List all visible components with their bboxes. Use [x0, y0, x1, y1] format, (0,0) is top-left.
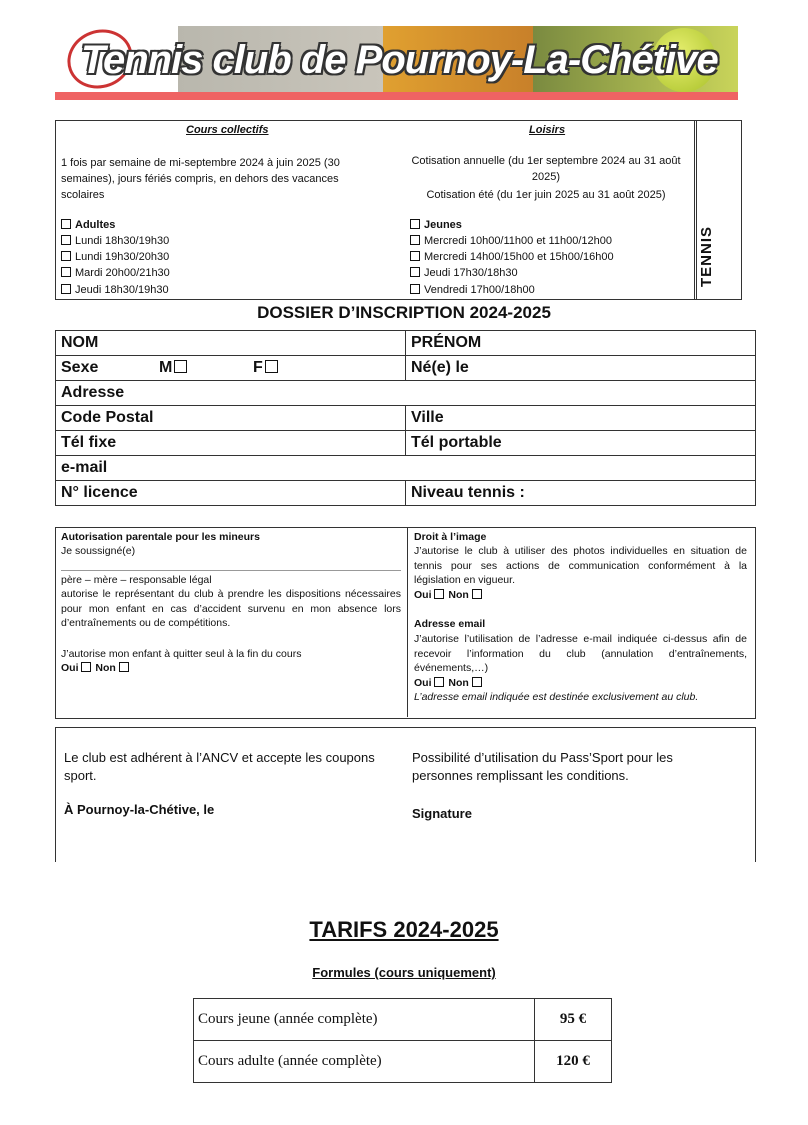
ancv-text: Le club est adhérent à l’ANCV et accepte les coupons sport. — [64, 750, 375, 783]
checkbox[interactable] — [61, 251, 71, 261]
signature-line[interactable] — [61, 570, 401, 571]
price-amount: 120 € — [535, 1041, 612, 1083]
cotisation-ete: Cotisation été (du 1er juin 2025 au 31 août 2025) — [426, 189, 666, 201]
image-right-text: J’autorise le club à utiliser des photos individuelles en situation de tennis pour ses actions de communication conformément à la législation en vigueur. — [414, 545, 747, 587]
email-block-note: L’adresse email indiquée est destinée exclusivement au club. — [414, 691, 699, 703]
parental-choice: Oui Non — [61, 661, 133, 676]
email-field[interactable]: e-mail — [61, 459, 108, 476]
image-right-choice: Oui Non — [414, 588, 486, 603]
checkbox[interactable] — [434, 589, 444, 599]
checkbox[interactable] — [434, 677, 444, 687]
banner-title: Tennis club de Pournoy-La-Chétive — [81, 38, 718, 82]
tarifs-subtitle: Formules (cours uniquement) — [312, 965, 496, 980]
cours-slot: Lundi 19h30/20h30 — [61, 249, 169, 265]
cours-slot: Mardi 20h00/21h30 — [61, 265, 170, 281]
checkbox[interactable] — [410, 235, 420, 245]
loisirs-heading: Loisirs — [529, 124, 566, 136]
table-row — [194, 999, 612, 1041]
checkbox[interactable] — [61, 219, 71, 229]
checkbox[interactable] — [61, 235, 71, 245]
email-block-title: Adresse email — [414, 618, 486, 630]
loisirs-slot: Jeudi 17h30/18h30 — [410, 265, 518, 281]
price-table — [193, 998, 612, 1083]
passsport-text: Possibilité d’utilisation du Pass’Sport pour les personnes remplissant les conditions. — [412, 750, 673, 783]
loisirs-slot: Mercredi 14h00/15h00 et 15h00/16h00 — [410, 249, 614, 265]
code-postal-field[interactable]: Code Postal — [61, 409, 154, 426]
parental-text: autorise le représentant du club à prendre les dispositions nécessaires pour mon enfant en cas d’accident survenu en mon absence lors d’entraînements ou de compétitions. — [61, 588, 401, 630]
tarifs-title: TARIFS 2024-2025 — [309, 917, 499, 942]
birthdate-field[interactable]: Né(e) le — [411, 359, 469, 376]
loisirs-slot: Vendredi 17h00/18h00 — [410, 282, 535, 298]
checkbox[interactable] — [472, 589, 482, 599]
checkbox[interactable] — [410, 267, 420, 277]
nom-field[interactable]: NOM — [61, 334, 99, 351]
table-row — [194, 1041, 612, 1083]
cours-heading: Cours collectifs — [186, 124, 269, 136]
cours-group: Adultes — [61, 217, 115, 233]
checkbox[interactable] — [472, 677, 482, 687]
adresse-field[interactable]: Adresse — [61, 384, 125, 401]
email-block-text: J’autorise l’utilisation de l’adresse e-mail indiquée ci-dessus afin de recevoir l’information du club (annulation d’entraînements, événements,…) — [414, 633, 747, 675]
side-label: TENNIS — [698, 225, 716, 288]
checkbox[interactable] — [410, 219, 420, 229]
cours-slot: Lundi 18h30/19h30 — [61, 233, 169, 249]
niveau-field[interactable]: Niveau tennis : — [411, 484, 525, 501]
checkbox[interactable] — [174, 360, 187, 373]
image-right-title: Droit à l’image — [414, 531, 487, 543]
price-label: Cours jeune (année complète) — [194, 999, 535, 1041]
parental-quitter: J’autorise mon enfant à quitter seul à la fin du cours — [61, 648, 302, 660]
licence-field[interactable]: N° licence — [61, 484, 138, 501]
lieu-date[interactable]: À Pournoy-la-Chétive, le — [64, 802, 215, 817]
checkbox[interactable] — [410, 284, 420, 294]
footer-box — [55, 727, 756, 862]
club-banner — [55, 26, 738, 100]
divider — [407, 527, 408, 717]
price-amount: 95 € — [535, 999, 612, 1041]
form-row — [55, 405, 756, 430]
form-row — [55, 480, 756, 506]
checkbox[interactable] — [81, 662, 91, 672]
loisirs-slot: Mercredi 10h00/11h00 et 11h00/12h00 — [410, 233, 612, 249]
cours-slot: Jeudi 18h30/19h30 — [61, 282, 169, 298]
cours-description: 1 fois par semaine de mi-septembre 2024 à juin 2025 (30 semaines), jours fériés compris, en dehors des vacances scolaires — [61, 157, 340, 201]
sexe-m-option[interactable]: M — [154, 356, 191, 380]
cotisation-annuelle: Cotisation annuelle (du 1er septembre 2024 au 31 août 2025) — [411, 155, 681, 183]
ville-field[interactable]: Ville — [411, 409, 444, 426]
tel-portable-field[interactable]: Tél portable — [411, 434, 502, 451]
price-label: Cours adulte (année complète) — [194, 1041, 535, 1083]
sexe-label: Sexe — [61, 359, 99, 376]
checkbox[interactable] — [61, 267, 71, 277]
checkbox[interactable] — [119, 662, 129, 672]
loisirs-group: Jeunes — [410, 217, 462, 233]
parental-role: père – mère – responsable légal — [61, 574, 212, 586]
dossier-title: DOSSIER D’INSCRIPTION 2024-2025 — [257, 303, 551, 322]
form-row — [55, 380, 756, 405]
parental-soussigne: Je soussigné(e) — [61, 545, 136, 557]
signature-label[interactable]: Signature — [412, 806, 472, 821]
form-row — [55, 455, 756, 480]
sexe-f-option[interactable]: F — [248, 356, 282, 380]
tel-fixe-field[interactable]: Tél fixe — [61, 434, 117, 451]
email-block-choice: Oui Non — [414, 676, 486, 691]
form-row — [55, 430, 756, 455]
checkbox[interactable] — [265, 360, 278, 373]
checkbox[interactable] — [61, 284, 71, 294]
form-row — [55, 355, 756, 380]
form-row — [55, 330, 756, 355]
prenom-field[interactable]: PRÉNOM — [411, 334, 482, 351]
checkbox[interactable] — [410, 251, 420, 261]
parental-title: Autorisation parentale pour les mineurs — [61, 531, 260, 543]
